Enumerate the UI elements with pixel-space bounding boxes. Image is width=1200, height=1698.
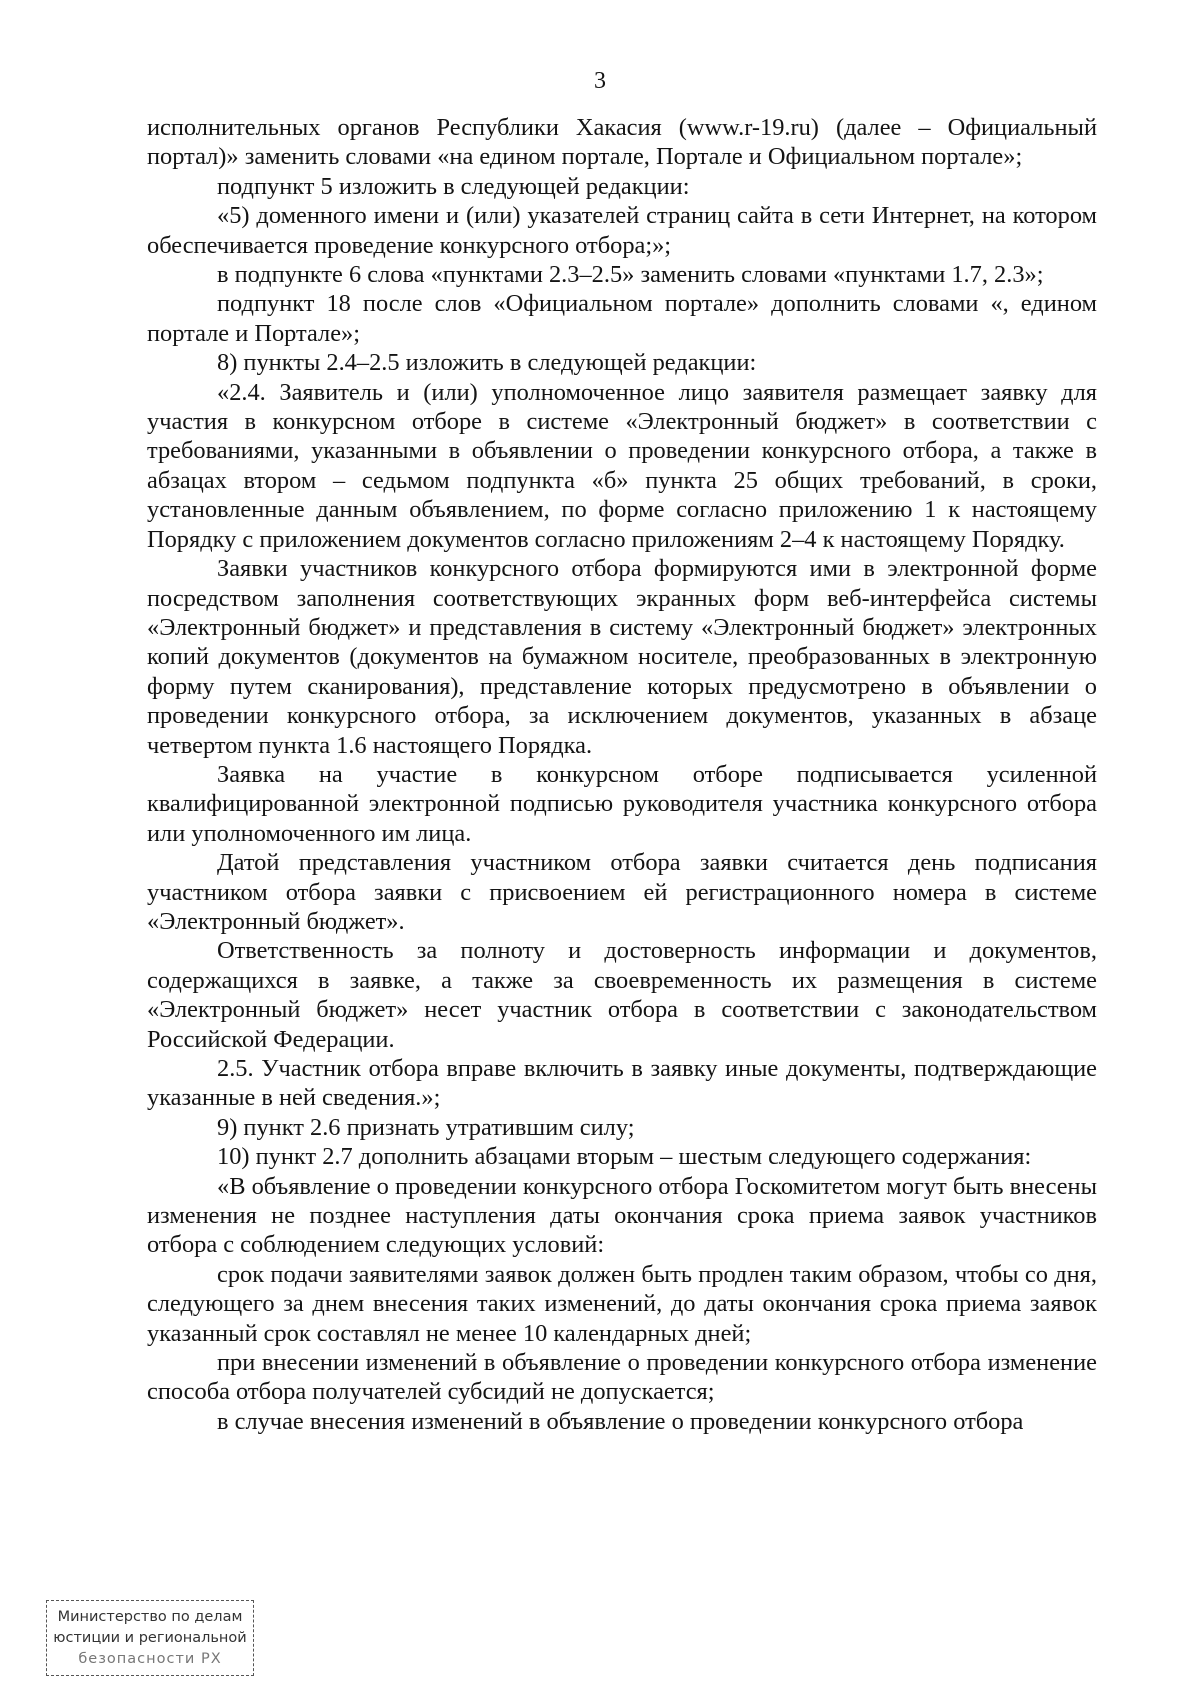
paragraph: «2.4. Заявитель и (или) уполномоченное лицо заявителя размещает заявку для участия в конкурсном отборе в системе «Электронный бюджет» в соответствии с требованиями, указанными в объявлении о проведении конкурсного отбора, а также в абзацах втором – седьмом подпункта «б» пункта 25 общих требований, в сроки, установленные данным объявлением, по форме согласно приложению 1 к настоящему Порядку с приложением документов согласно приложениям 2–4 к настоящему Порядку. [147, 378, 1097, 553]
paragraph: Датой представления участником отбора заявки считается день подписания участником отбора заявки с присвоением ей регистрационного номера в системе «Электронный бюджет». [147, 849, 1097, 935]
stamp-line: Министерство по делам [57, 1609, 243, 1625]
paragraph: при внесении изменений в объявление о проведении конкурсного отбора изменение способа отбора получателей субсидий не допускается; [147, 1349, 1097, 1406]
paragraph: Заявки участников конкурсного отбора формируются ими в электронной форме посредством заполнения соответствующих экранных форм веб-интерфейса системы «Электронный бюджет» и представления в систему «Электронный бюджет» электронных копий документов (документов на бумажном носителе, преобразованных в электронную форму путем сканирования), представление которых предусмотрено в объявлении о проведении конкурсного отбора, за исключением документов, указанных в абзаце четвертом пункта 1.6 настоящего Порядка. [147, 555, 1097, 759]
paragraph: исполнительных органов Республики Хакасия (www.r-19.ru) (далее – Официальный портал)» заменить словами «на едином портале, Портале и Официальном портале»; [147, 114, 1097, 171]
paragraph: в подпункте 6 слова «пунктами 2.3–2.5» заменить словами «пунктами 1.7, 2.3»; [217, 261, 1044, 289]
paragraph: «5) доменного имени и (или) указателей страниц сайта в сети Интернет, на котором обеспечивается проведение конкурсного отбора;»; [147, 202, 1097, 259]
paragraph: 10) пункт 2.7 дополнить абзацами вторым – шестым следующего содержания: [217, 1143, 1032, 1171]
stamp-line: юстиции и региональной [53, 1630, 247, 1646]
page-number: 3 [594, 68, 606, 94]
paragraph: срок подачи заявителями заявок должен быть продлен таким образом, чтобы со дня, следующего за днем внесения таких изменений, до даты окончания срока приема заявок указанный срок составлял не менее 10 календарных дней; [147, 1260, 1097, 1347]
paragraph: 8) пункты 2.4–2.5 изложить в следующей редакции: [217, 349, 757, 377]
paragraph: Ответственность за полноту и достоверность информации и документов, содержащихся в заявке, а также за своевременность их размещения в системе «Электронный бюджет» несет участник отбора в соответствии с законодательством Российской Федерации. [147, 937, 1097, 1053]
paragraph: подпункт 18 после слов «Официальном портале» дополнить словами «, едином портале и Портале»; [147, 290, 1097, 347]
ministry-stamp [46, 1600, 254, 1676]
paragraph: 2.5. Участник отбора вправе включить в заявку иные документы, подтверждающие указанные в ней сведения.»; [147, 1055, 1097, 1112]
paragraph: подпункт 5 изложить в следующей редакции: [217, 172, 690, 200]
paragraph: 9) пункт 2.6 признать утратившим силу; [217, 1113, 635, 1141]
paragraph: в случае внесения изменений в объявление о проведении конкурсного отбора [217, 1407, 1024, 1435]
stamp-line: безопасности РХ [78, 1651, 222, 1667]
document-body [147, 113, 1097, 1436]
paragraph: Заявка на участие в конкурсном отборе подписывается усиленной квалифицированной электронной подписью руководителя участника конкурсного отбора или уполномоченного им лица. [147, 760, 1097, 847]
paragraph: «В объявление о проведении конкурсного отбора Госкомитетом могут быть внесены изменения не позднее наступления даты окончания срока приема заявок участников отбора с соблюдением следующих условий: [147, 1172, 1097, 1259]
